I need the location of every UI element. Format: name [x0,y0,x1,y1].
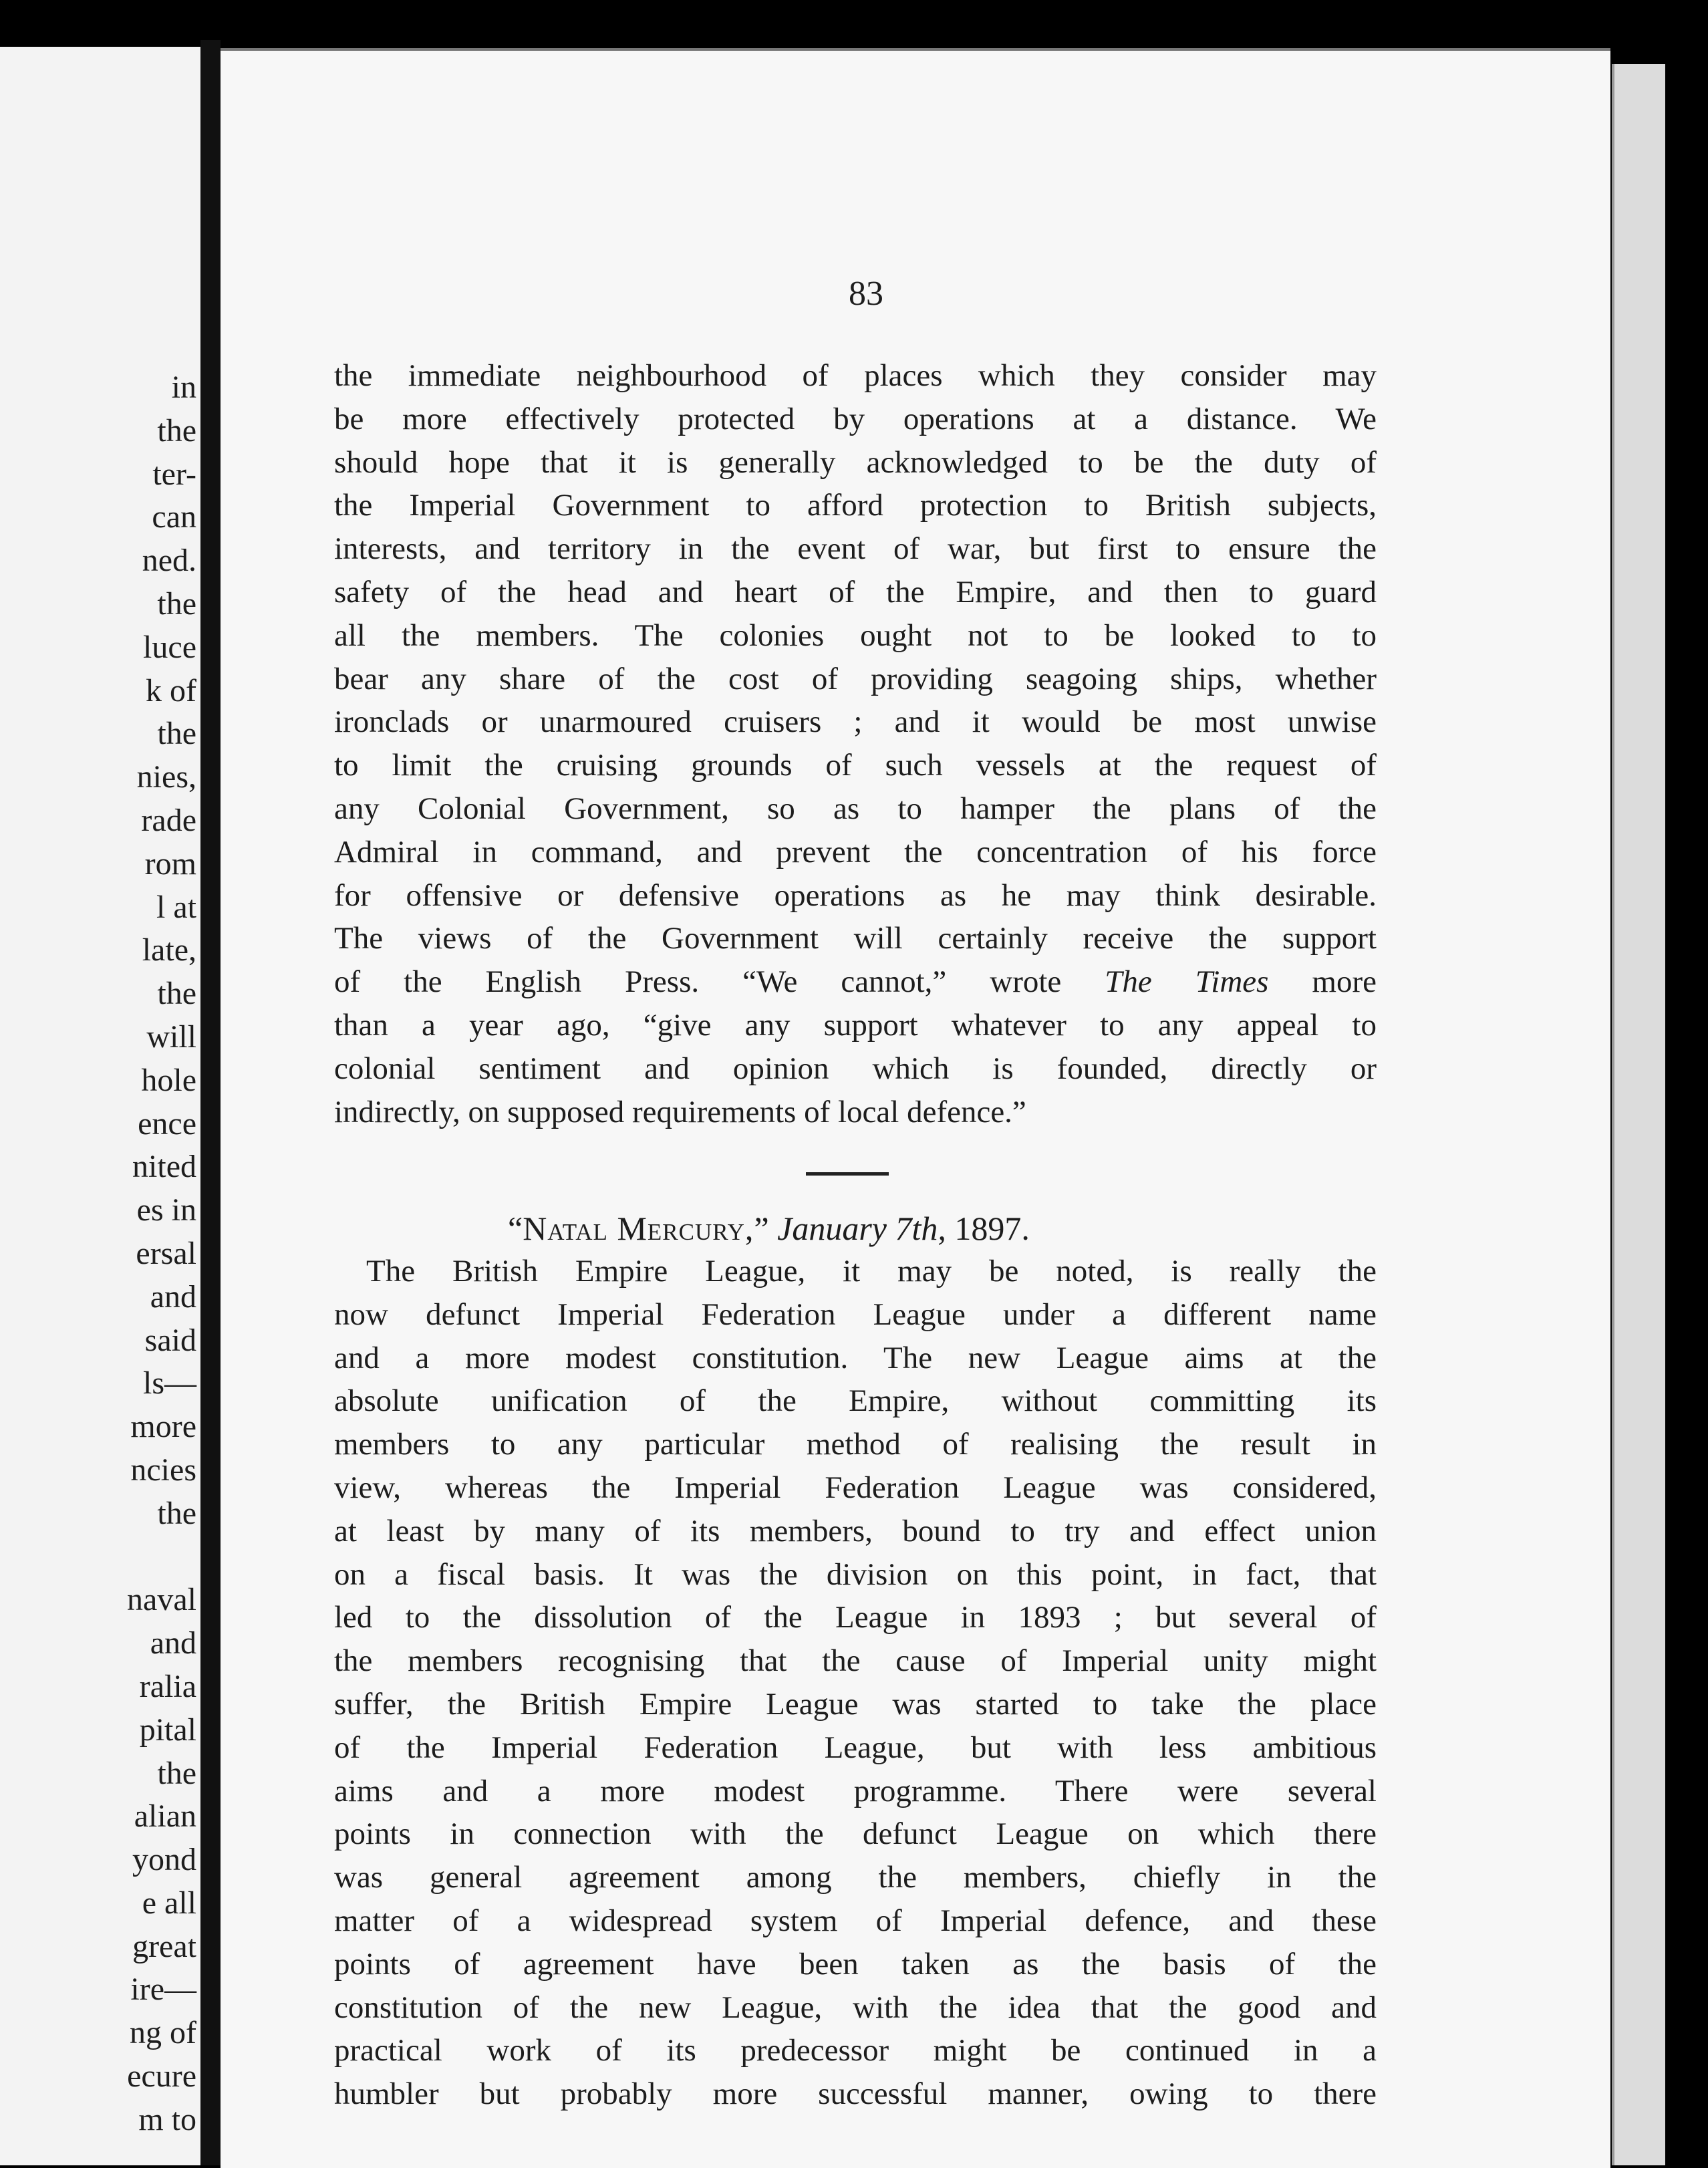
left-page-fragment: ire— [130,1972,196,2008]
paragraph-2 [334,1250,1377,2116]
paragraph-2-line: points of agreement have been taken as the basis of the [334,1946,1377,1982]
paragraph-1 [334,354,1377,1133]
left-page-fragment: ecure [127,2058,196,2094]
left-page-fragment: said [144,1322,196,1358]
page-edge [1612,64,1668,2165]
paragraph-1-line: the immediate neighbourhood of places which they consider may [334,358,1377,393]
paragraph-1-line: be more effectively protected by operations at a distance. We [334,401,1377,436]
paragraph-1-line: than a year ago, “give any support whatever to any appeal to [334,1007,1377,1043]
left-page-fragment: ralia [139,1668,196,1704]
left-page-fragment: rade [141,802,196,838]
book-gutter [200,40,221,2165]
background-strip [1665,64,1708,2165]
paragraph-2-line: the members recognising that the cause of Imperial unity might [334,1643,1377,1679]
paragraph-2-line: aims and a more modest programme. There were several [334,1773,1377,1808]
line-15-text-after: more [1268,964,1377,1000]
left-page-fragment: e all [142,1885,196,1921]
paragraph-1-line: ironclads or unarmoured cruisers ; and it would be most unwise [334,704,1377,740]
left-page-fragment: naval [127,1582,196,1618]
left-page-fragment: in [171,370,196,405]
paragraph-1-line: interests, and territory in the event of war, but first to ensure the [334,531,1377,567]
left-page-fragment: more [130,1409,196,1445]
paragraph-1-line-15 [334,960,1377,1004]
left-page-fragment: will [146,1019,196,1055]
heading-close-quote: ” [754,1210,778,1247]
left-page-fragment: nited [132,1149,196,1185]
line-15-text-before: of the English Press. “We cannot,” wrote [334,964,1105,1000]
left-page-text-fragments [0,366,196,2142]
left-page-margin [0,47,200,2165]
heading-year: 1897. [946,1210,1030,1247]
left-page-fragment: m to [138,2101,196,2137]
left-page-fragment: can [152,499,196,535]
paragraph-2-line: view, whereas the Imperial Federation League was considered, [334,1470,1377,1505]
left-page-fragment: the [157,976,196,1012]
heading-publication: Natal Mercury, [523,1210,754,1247]
paragraph-1-line: all the members. The colonies ought not to be looked to to [334,618,1377,653]
paragraph-1-line: for offensive or defensive operations as he may think desirable. [334,877,1377,913]
left-page-fragment: rom [144,845,196,882]
paragraph-2-line: on a fiscal basis. It was the division on this point, in fact, that [334,1556,1377,1592]
left-page-fragment: es in [136,1192,196,1228]
paragraph-1-line: indirectly, on supposed requirements of local defence.” [334,1094,1026,1129]
left-page-fragment: ls— [142,1365,196,1401]
paragraph-2-line: suffer, the British Empire League was started to take the place [334,1686,1377,1722]
paragraph-2-line: matter of a widespread system of Imperial defence, and these [334,1903,1377,1938]
paragraph-2-line: at least by many of its members, bound to try and effect union [334,1513,1377,1548]
paragraph-2-line: points in connection with the defunct League on which there [334,1816,1377,1852]
left-page-fragment: late, [142,932,196,968]
section-heading [508,1207,1030,1250]
left-page-fragment: yond [132,1842,196,1878]
heading-open-quote: “ [508,1210,523,1247]
paragraph-2-line: The British Empire League, it may be noted, is really the [366,1254,1377,1289]
left-page-fragment: great [132,1928,196,1964]
left-page-fragment: alian [134,1798,196,1835]
left-page-fragment: ng of [130,2015,196,2051]
left-page-fragment: nies, [136,759,196,795]
newspaper-title-the-times: The Times [1105,964,1269,1000]
paragraph-1-line: any Colonial Government, so as to hamper the plans of the [334,791,1377,826]
left-page-fragment: hole [141,1062,196,1098]
paragraph-2-line: members to any particular method of realising the result in [334,1427,1377,1462]
left-page-fragment: the [157,1755,196,1791]
left-page-fragment: pital [139,1712,196,1748]
left-page-fragment: the [157,1495,196,1531]
left-page-fragment: luce [143,629,196,665]
paragraph-1-line: should hope that it is generally acknowledged to be the duty of [334,444,1377,480]
heading-date: January 7th, [777,1210,946,1247]
paragraph-1-line: colonial sentiment and opinion which is founded, directly or [334,1051,1377,1086]
left-page-fragment: k of [146,672,196,708]
paragraph-1-line: The views of the Government will certainly receive the support [334,921,1377,956]
left-page-fragment: the [157,716,196,752]
left-page-fragment: the [157,585,196,622]
left-page-fragment: and [150,1278,196,1315]
left-page-fragment: ence [138,1105,196,1141]
paragraph-1-line: the Imperial Government to afford protection to British subjects, [334,488,1377,523]
paragraph-1-line: to limit the cruising grounds of such vessels at the request of [334,748,1377,783]
section-divider [806,1172,889,1176]
left-page-fragment: and [150,1625,196,1661]
left-page-fragment: l at [156,889,196,925]
left-page-fragment: ncies [130,1452,196,1488]
page-number: 83 [849,275,883,313]
paragraph-2-line: of the Imperial Federation League, but with less ambitious [334,1730,1377,1765]
paragraph-2-line: led to the dissolution of the League in 1893 ; but several of [334,1600,1377,1635]
left-page-fragment [0,1536,196,1579]
left-page-fragment: the [157,412,196,448]
paragraph-2-line: was general agreement among the members, chiefly in the [334,1860,1377,1895]
left-page-fragment: ersal [136,1235,196,1271]
paragraph-2-line: constitution of the new League, with the idea that the good and [334,1990,1377,2025]
paragraph-2-line: practical work of its predecessor might be continued in a [334,2033,1377,2068]
paragraph-2-line: and a more modest constitution. The new League aims at the [334,1340,1377,1375]
paragraph-2-line: humbler but probably more successful manner, owing to there [334,2076,1377,2112]
paragraph-2-line: now defunct Imperial Federation League under a different name [334,1297,1377,1332]
paragraph-1-line: Admiral in command, and prevent the concentration of his force [334,834,1377,869]
left-page-fragment: ter- [152,456,196,492]
paragraph-1-line: bear any share of the cost of providing seagoing ships, whether [334,661,1377,696]
paragraph-1-line: safety of the head and heart of the Empire, and then to guard [334,574,1377,609]
paragraph-2-line: absolute unification of the Empire, without committing its [334,1383,1377,1419]
left-page-fragment: ned. [142,543,196,579]
